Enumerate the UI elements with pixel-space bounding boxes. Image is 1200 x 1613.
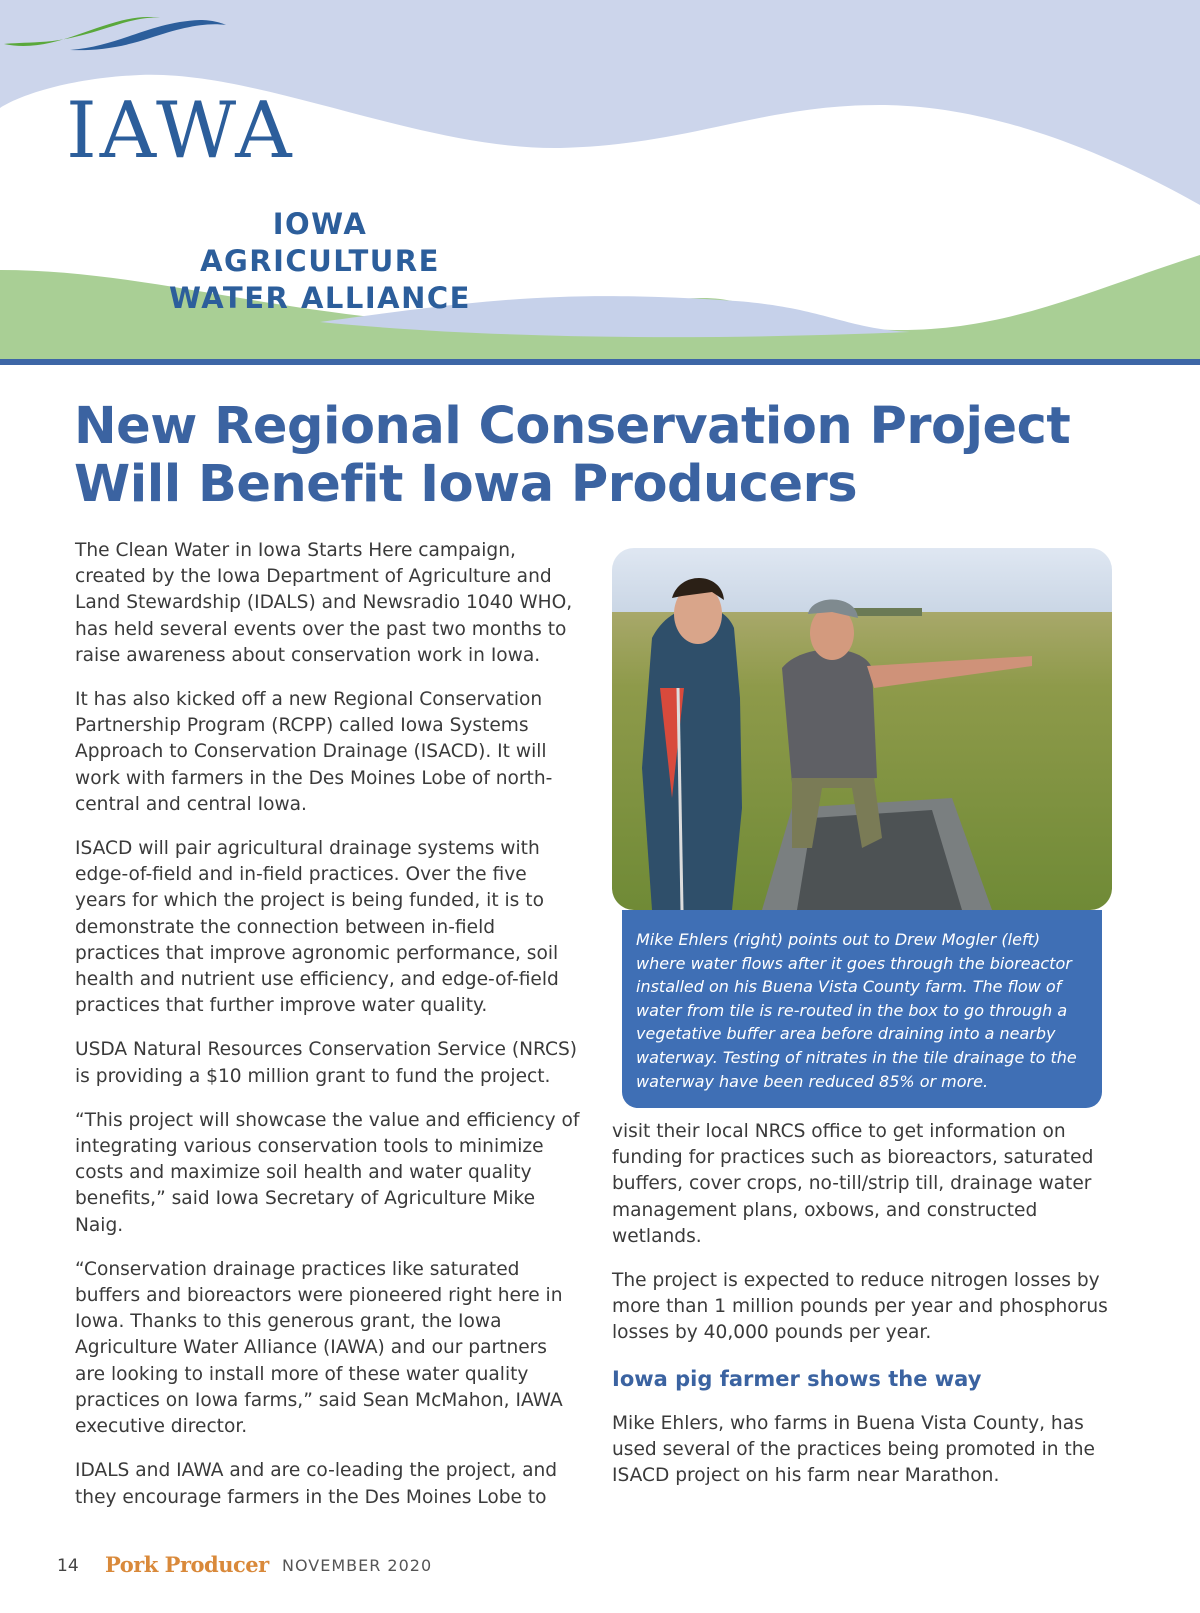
page-number: 14 — [57, 1556, 79, 1576]
article-photo — [612, 548, 1112, 910]
article-title — [74, 398, 1134, 514]
farmers-field-photo — [612, 548, 1112, 910]
logo-wordmark: IAWA — [66, 86, 295, 176]
body-paragraph: IDALS and IAWA and are co-leading the project, and they encourage farmers in the Des Moines Lobe to — [75, 1460, 558, 1508]
section-subheading: Iowa pig farmer shows the way — [612, 1366, 982, 1391]
photo-caption: Mike Ehlers (right) points out to Drew Mogler (left) where water flows after it goes through the bioreactor installed on his Buena Vista County farm. The flow of water from tile is re-routed in the box to go through a vegetative buffer area before draining into a nearby waterway. Testing of nitrates in the tile drainage to the waterway have been reduced 85% or more. — [622, 910, 1102, 1108]
body-paragraph: USDA Natural Resources Conservation Service (NRCS) is providing a $10 million grant to fund the project. — [75, 1039, 578, 1087]
body-paragraph: It has also kicked off a new Regional Conservation Partnership Program (RCPP) called Iowa Systems Approach to Conservation Drainage (ISACD). It will work with farmers in the Des Moines Lobe of north-central and central Iowa. — [75, 689, 553, 815]
body-paragraph: visit their local NRCS office to get information on funding for practices such as bioreactors, saturated buffers, cover crops, no-till/strip till, drainage water management plans, oxbows, and constructed wetlands. — [612, 1121, 1094, 1247]
page-header — [0, 0, 1200, 370]
logo-subtitle — [150, 206, 490, 317]
body-paragraph: “This project will showcase the value and efficiency of integrating various conservation tools to minimize costs and maximize soil health and water quality benefits,” said Iowa Secretary of Agriculture Mike Naig. — [75, 1109, 580, 1236]
body-paragraph: The project is expected to reduce nitrogen losses by more than 1 million pounds per year and phosphorus losses by 40,000 pounds per year. — [612, 1270, 1108, 1344]
publication-name: Pork Producer — [105, 1552, 269, 1577]
body-paragraph: The Clean Water in Iowa Starts Here campaign, created by the Iowa Department of Agriculture and Land Stewardship (IDALS) and Newsradio 1040 WHO, has held several events over the past two months to raise awareness about conservation work in Iowa. — [75, 540, 573, 666]
right-column — [612, 1119, 1132, 1507]
left-column — [75, 538, 580, 1529]
page-footer — [57, 1552, 657, 1582]
body-paragraph: “Conservation drainage practices like saturated buffers and bioreactors were pioneered right here in Iowa. Thanks to this generous grant, the Iowa Agriculture Water Alliance (IAWA) and our partners are looking to install more of these water quality practices on Iowa farms,” said Sean McMahon, IAWA executive director. — [75, 1258, 563, 1438]
article-title-line-2: Will Benefit Iowa Producers — [74, 455, 858, 514]
logo-subtitle-line-2: WATER ALLIANCE — [169, 281, 471, 315]
body-paragraph: ISACD will pair agricultural drainage systems with edge-of-field and in-field practices. Over the five years for which the project is being funded, it is to demonstrate the connection between in-field practices that improve agronomic performance, soil health and nutrient use efficiency, and edge-of-field practices that further improve water quality. — [75, 838, 559, 1017]
header-divider — [0, 359, 1200, 365]
logo-subtitle-line-1: IOWA AGRICULTURE — [200, 207, 440, 278]
logo-swoosh-icon — [0, 0, 230, 60]
issue-date: NOVEMBER 2020 — [282, 1556, 433, 1575]
article-title-line-1: New Regional Conservation Project — [74, 397, 1071, 456]
body-paragraph: Mike Ehlers, who farms in Buena Vista County, has used several of the practices being promoted in the ISACD project on his farm near Marathon. — [612, 1412, 1095, 1487]
